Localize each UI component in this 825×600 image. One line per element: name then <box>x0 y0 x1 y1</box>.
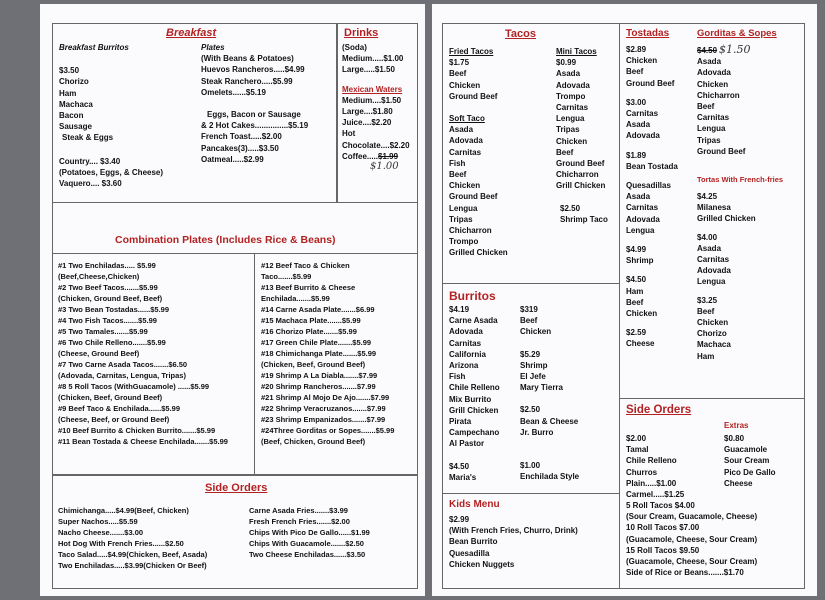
coffee-label: Coffee..... <box>342 151 379 161</box>
burrito-item: $2.50 <box>520 405 541 415</box>
menu-left-page <box>40 4 425 596</box>
side-order-item: Fresh French Fries.......$2.00 <box>249 517 350 526</box>
tacos-section <box>442 23 620 284</box>
soft-taco-item: Tripas <box>449 214 473 224</box>
breakfast-burritos-header: Breakfast Burritos <box>59 43 129 52</box>
gorditas-old-price: $4.50 <box>697 46 718 55</box>
fried-tacos-price: $1.75 <box>449 58 470 68</box>
tostada-item: Ham <box>626 286 644 296</box>
tostada-item: Lengua <box>626 225 655 235</box>
tostada-item: Ground Beef <box>626 78 675 88</box>
combination-item: #8 5 Roll Tacos (WithGuacamole) ......$5.99 <box>58 382 210 391</box>
side-order-item: Two Cheese Enchiladas......$3.50 <box>249 550 366 559</box>
side-order-item: Taco Salad.....$4.99(Chicken, Beef, Asada) <box>58 550 208 559</box>
combination-item: (Beef, Chicken, Ground Beef) <box>261 437 366 446</box>
tostadas-gorditas-tortas-section <box>619 23 805 399</box>
tostada-item: Adovada <box>626 131 660 141</box>
roll-taco-item: (Sour Cream, Guacamole, Cheese) <box>626 512 758 522</box>
tostada-item: Carnitas <box>626 109 659 119</box>
spacer <box>626 266 678 274</box>
combination-item: Enchilada.......$5.99 <box>261 294 330 303</box>
combination-item: #23 Shrimp Empanizados.......$7.99 <box>261 415 386 424</box>
tostada-item: $4.50 <box>626 275 647 285</box>
burrito-item: Campechano <box>449 428 500 438</box>
combination-column-1 <box>58 260 228 447</box>
torta-item: Carnitas <box>697 255 730 265</box>
combination-item: #21 Shrimp Al Mojo De Ajo.......$7.99 <box>261 393 390 402</box>
burrito-item: Al Pastor <box>449 439 485 449</box>
extra-item: Pico De Gallo <box>724 467 776 477</box>
breakfast-burritos-price: $3.50 <box>59 66 80 76</box>
combination-item: (Chicken, Beef, Ground Beef) <box>261 360 366 369</box>
burrito-item: Chicken <box>520 327 552 337</box>
tortas-items <box>697 191 756 362</box>
torta-item: Asada <box>697 243 722 253</box>
shrimp-taco: Shrimp Taco <box>560 214 608 224</box>
burrito-item: Beef <box>520 316 538 326</box>
torta-item: Adovada <box>697 266 731 276</box>
combination-item: #13 Beef Burrito & Cheese <box>261 283 356 292</box>
burrito-item: Mix Burrito <box>449 394 492 404</box>
spacer <box>697 288 756 295</box>
tostada-item: Asada <box>626 120 651 130</box>
combination-item: #24Three Gorditas or Sopes.......$5.99 <box>261 426 395 435</box>
combination-item: #7 Two Carne Asada Tacos.......$6.50 <box>58 360 188 369</box>
extra-item: $0.80 <box>724 434 745 443</box>
chocolate-item: Chocolate....$2.20 <box>342 140 410 150</box>
roll-taco-item: Side of Rice or Beans.......$1.70 <box>626 568 744 578</box>
gordita-item: Carnitas <box>697 113 730 123</box>
coffee-new-price: $1.00 <box>370 161 399 173</box>
combination-item: #12 Beef Taco & Chicken <box>261 261 350 270</box>
mini-tacos-header: Mini Tacos <box>556 47 597 56</box>
soft-taco-item: Beef <box>449 170 467 180</box>
side-order-item: Nacho Cheese.......$3.00 <box>58 528 144 537</box>
torta-item: Chorizo <box>697 329 727 339</box>
spacer <box>626 89 678 97</box>
breakfast-burrito-item: Bacon <box>59 111 84 121</box>
burrito-item: Adovada <box>449 327 483 337</box>
mini-taco-item: Tripas <box>556 125 580 135</box>
plates-note: (With Beans & Potatoes) <box>201 54 294 64</box>
extra-item: Cheese <box>724 478 753 488</box>
roll-taco-item: (Guacamole, Cheese, Sour Cream) <box>626 534 758 544</box>
combination-item: (Chicken, Beef, Ground Beef) <box>58 393 163 402</box>
combination-item: #2 Two Beef Tacos.......$5.99 <box>58 283 158 292</box>
side-order-item: Chimichanga.....$4.99(Beef, Chicken) <box>58 506 189 515</box>
torta-item: $4.00 <box>697 232 718 242</box>
plate-item: Eggs, Bacon or Sausage <box>207 110 301 120</box>
breakfast-burritos-column <box>59 42 163 189</box>
soft-taco-item: Chicharron <box>449 226 492 236</box>
roll-taco-item: 5 Roll Tacos $4.00 <box>626 501 695 510</box>
roll-taco-item: (Guacamole, Cheese, Sour Cream) <box>626 557 758 567</box>
tostada-item: $4.99 <box>626 245 647 255</box>
combination-title: Combination Plates (Includes Rice & Beans) <box>115 234 336 246</box>
spacer <box>520 393 579 404</box>
spacer <box>626 236 678 244</box>
combination-item: #20 Shrimp Rancheros.......$7.99 <box>261 382 376 391</box>
mini-taco-item: Adovada <box>556 80 590 90</box>
combination-item: #16 Chorizo Plate.......$5.99 <box>261 327 357 336</box>
shrimp-taco-price: $2.50 <box>560 203 581 213</box>
mini-taco-item: Chicken <box>556 136 588 146</box>
spacer <box>697 225 756 232</box>
burrito-item: Maria's <box>449 472 477 482</box>
plates-header: Plates <box>201 43 225 52</box>
soft-taco-item: Fish <box>449 158 466 168</box>
burrito-item: Enchilada Style <box>520 472 580 482</box>
water-item: Large....$1.80 <box>342 107 393 117</box>
breakfast-burrito-item: Steak & Eggs <box>62 133 114 143</box>
gordita-item: Adovada <box>697 68 731 78</box>
side-order-item: Chips With Pico De Gallo......$1.99 <box>249 528 370 537</box>
combination-item: (Cheese, Beef, or Ground Beef) <box>58 415 170 424</box>
gorditas-title: Gorditas & Sopes <box>697 28 777 39</box>
burrito-item: $4.19 <box>449 305 470 314</box>
burritos-column-2 <box>520 304 579 482</box>
mini-taco-item: Beef <box>556 147 574 157</box>
burrito-item: El Jefe <box>520 372 546 382</box>
spacer <box>626 142 678 150</box>
kids-menu-title: Kids Menu <box>449 499 500 510</box>
gordita-item: Ground Beef <box>697 146 746 156</box>
breakfast-section <box>52 23 337 203</box>
kids-menu-section <box>442 493 620 589</box>
water-item: Juice....$2.20 <box>342 118 392 128</box>
burrito-item: Jr. Burro <box>520 427 554 437</box>
combination-column-2 <box>261 260 394 447</box>
fried-taco-item: Chicken <box>449 80 481 90</box>
mini-taco-item: Asada <box>556 69 581 79</box>
spacer <box>520 338 579 349</box>
plate-item: French Toast.....$2.00 <box>201 132 282 142</box>
gordita-item: Chicken <box>697 79 729 89</box>
soft-taco-item: Carnitas <box>449 147 482 157</box>
mini-taco-item: Grill Chicken <box>556 181 606 191</box>
mini-taco-item: Trompo <box>556 91 586 101</box>
burrito-item: Mary Tierra <box>520 383 563 393</box>
combination-item: #22 Shrimp Veracruzanos.......$7.99 <box>261 404 386 413</box>
combination-item: #18 Chimichanga Plate.......$5.99 <box>261 349 377 358</box>
roll-taco-item: 10 Roll Tacos $7.00 <box>626 523 700 533</box>
side-order-item: Two Enchiladas.....$3.99(Chicken Or Beef) <box>58 561 207 570</box>
torta-item: Beef <box>697 306 715 316</box>
burritos-column-1 <box>449 304 500 483</box>
breakfast-burrito-item: Ham <box>59 88 77 98</box>
soft-taco-item: Chicken <box>449 181 481 191</box>
tostada-item: Asada <box>626 192 651 202</box>
burritos-section <box>442 283 620 494</box>
kids-menu-item: Chicken Nuggets <box>449 559 515 569</box>
kids-menu-item: (With French Fries, Churro, Drink) <box>449 526 578 536</box>
extra-item: Sour Cream <box>724 456 770 466</box>
combination-item: #14 Carne Asada Plate.......$6.99 <box>261 305 375 314</box>
side-orders-left-section <box>52 475 418 589</box>
soft-taco-item: Ground Beef <box>449 192 498 202</box>
plate-item: Omelets......$5.19 <box>201 87 266 97</box>
burrito-item: Arizona <box>449 361 479 371</box>
coffee-old-price: $1.99 <box>378 151 399 161</box>
soft-taco-item: Grilled Chicken <box>449 248 508 258</box>
menu-right-page <box>432 4 817 596</box>
side-order-item: $2.00 <box>626 434 647 443</box>
combination-item: #4 Two Fish Tacos.......$5.99 <box>58 316 157 325</box>
soda-item: Medium.....$1.00 <box>342 54 404 64</box>
soft-taco-item: Adovada <box>449 136 483 146</box>
torta-item: Grilled Chicken <box>697 214 756 224</box>
spacer <box>520 438 579 449</box>
combination-item: (Beef,Cheese,Chicken) <box>58 272 140 281</box>
breakfast-burrito-item: Sausage <box>59 122 92 132</box>
plate-item: Pancakes(3).....$3.50 <box>201 143 279 153</box>
burrito-item: Carnitas <box>449 338 482 348</box>
burrito-item: Bean & Cheese <box>520 416 579 426</box>
combination-column-divider <box>254 253 255 474</box>
side-order-item: Super Nachos.....$5.59 <box>58 517 138 526</box>
soft-taco-item: Lengua <box>449 203 478 213</box>
torta-item: Ham <box>697 351 715 361</box>
burrito-item: $4.50 <box>449 461 470 471</box>
extra-item: Guacamole <box>724 445 768 455</box>
breakfast-burrito-item: Machaca <box>59 99 93 109</box>
water-item: Medium....$1.50 <box>342 95 402 105</box>
tostada-item: $2.89 <box>626 45 647 54</box>
torta-item: Machaca <box>697 340 731 350</box>
torta-item: Milanesa <box>697 203 731 213</box>
tacos-column-1 <box>449 46 508 259</box>
side-order-item: Carne Asada Fries.......$3.99 <box>249 506 348 515</box>
torta-item: $3.25 <box>697 295 718 305</box>
combination-item: (Chicken, Ground Beef, Beef) <box>58 294 163 303</box>
soft-taco-header: Soft Taco <box>449 114 485 124</box>
mini-taco-item: Chicharron <box>556 170 599 180</box>
plate-item: Huevos Rancheros.....$4.99 <box>201 65 305 75</box>
gorditas-price <box>697 44 751 56</box>
side-orders-left-column-1 <box>58 505 207 571</box>
soda-item: Large.....$1.50 <box>342 65 395 75</box>
gorditas-new-price: $1.50 <box>719 43 751 56</box>
side-order-item: Tamal <box>626 445 649 455</box>
gordita-item: Lengua <box>697 124 726 134</box>
tostada-item: Carnitas <box>626 203 659 213</box>
country-burrito: Country.... $3.40 <box>59 156 121 166</box>
tostada-item: $1.89 <box>626 150 647 160</box>
plate-item: Oatmeal.....$2.99 <box>201 154 264 164</box>
fried-taco-item: Beef <box>449 69 467 79</box>
roll-tacos-items <box>626 500 757 578</box>
burrito-item: $1.00 <box>520 461 541 471</box>
tortas-title: Tortas With French-fries <box>697 175 784 184</box>
tostada-item: $2.59 <box>626 328 647 338</box>
burrito-item: Chile Relleno <box>449 383 500 393</box>
burrito-item: Pirata <box>449 417 472 427</box>
mini-taco-item: Carnitas <box>556 103 589 113</box>
tostada-item: Cheese <box>626 339 655 349</box>
spacer <box>449 450 500 461</box>
side-order-item: Carmel.....$1.25 <box>626 490 685 500</box>
country-burrito-note: (Potatoes, Eggs, & Cheese) <box>59 167 164 177</box>
combination-item: #15 Machaca Plate.......$5.99 <box>261 316 361 325</box>
kids-menu-item: $2.99 <box>449 515 470 524</box>
combination-item: Taco.......$5.99 <box>261 272 312 281</box>
combination-item: #6 Two Chile Relleno.......$5.99 <box>58 338 166 347</box>
soft-taco-item: Asada <box>449 125 474 135</box>
combination-section <box>52 202 418 475</box>
tostada-item: Beef <box>626 67 644 77</box>
gorditas-column <box>697 44 751 157</box>
combination-item: #10 Beef Burrito & Chicken Burrito.......$5.99 <box>58 426 216 435</box>
drinks-section <box>337 23 418 203</box>
extras-title: Extras <box>724 421 749 430</box>
torta-item: Chicken <box>697 318 729 328</box>
soda-label: (Soda) <box>342 43 367 52</box>
torta-item: Lengua <box>697 277 726 287</box>
kids-menu-items <box>449 514 578 570</box>
burritos-title: Burritos <box>449 289 496 303</box>
tostada-item: Chicken <box>626 56 658 66</box>
side-orders-right-section <box>619 398 805 589</box>
gordita-item: Asada <box>697 57 722 67</box>
side-orders-left-title: Side Orders <box>205 482 268 494</box>
tostadas-title: Tostadas <box>626 28 670 39</box>
combination-item: #1 Two Enchiladas..... $5.99 <box>58 261 156 270</box>
drinks-title: Drinks <box>344 27 379 39</box>
burrito-item: Grill Chicken <box>449 405 499 415</box>
combination-item: #17 Green Chile Plate.......$5.99 <box>261 338 372 347</box>
mexican-waters-title: Mexican Waters <box>342 84 403 94</box>
breakfast-plates-column <box>201 42 308 165</box>
combination-item: #11 Bean Tostada & Cheese Enchilada.......$5.99 <box>58 437 228 446</box>
tostada-item: Shrimp <box>626 256 654 266</box>
gordita-item: Beef <box>697 102 715 112</box>
combination-item: (Cheese, Ground Beef) <box>58 349 140 358</box>
tostadas-items <box>626 44 678 350</box>
roll-taco-item: 15 Roll Tacos $9.50 <box>626 545 700 555</box>
burrito-item: Shrimp <box>520 360 548 370</box>
tacos-column-2 <box>556 46 608 225</box>
side-order-item: Hot Dog With French Fries......$2.50 <box>58 539 184 548</box>
gordita-item: Chicharron <box>697 90 740 100</box>
side-order-item: Churros <box>626 467 658 477</box>
tacos-title: Tacos <box>505 28 536 40</box>
mini-taco-item: Lengua <box>556 114 585 124</box>
burrito-item: Carne Asada <box>449 316 498 326</box>
combination-item: #9 Beef Taco & Enchilada......$5.99 <box>58 404 180 413</box>
tostada-item: Chicken <box>626 309 658 319</box>
torta-item: $4.25 <box>697 192 718 201</box>
spacer <box>520 449 579 460</box>
kids-menu-item: Bean Burrito <box>449 537 498 547</box>
side-order-item: Plain.....$1.00 <box>626 478 677 488</box>
side-orders-left-column-2 <box>249 505 370 560</box>
burrito-item: Fish <box>449 372 466 382</box>
plate-item: & 2 Hot Cakes...............$5.19 <box>201 121 309 131</box>
tostada-item: Bean Tostada <box>626 161 678 171</box>
breakfast-burrito-item: Chorizo <box>59 77 89 87</box>
fried-tacos-header: Fried Tacos <box>449 47 494 56</box>
spacer <box>626 319 678 327</box>
tostada-item: $3.00 <box>626 97 647 107</box>
breakfast-title: Breakfast <box>166 27 217 39</box>
extras-items <box>724 433 776 489</box>
burrito-item: California <box>449 349 486 359</box>
kids-menu-item: Quesadilla <box>449 548 490 558</box>
side-order-item: Chile Relleno <box>626 456 677 466</box>
hot-label: Hot <box>342 129 356 139</box>
burrito-item: $319 <box>520 305 538 314</box>
tostada-item: Beef <box>626 297 644 307</box>
vaquero-burrito: Vaquero.... $3.60 <box>59 179 122 189</box>
mini-taco-item: Ground Beef <box>556 159 605 169</box>
combination-item: (Adovada, Carnitas, Lengua, Tripas) <box>58 371 186 380</box>
tostada-item: Adovada <box>626 214 660 224</box>
combination-item: #5 Two Tamales.......$5.99 <box>58 327 148 336</box>
side-orders-right-title: Side Orders <box>626 404 692 416</box>
side-orders-right-column <box>626 433 684 500</box>
soft-taco-item: Trompo <box>449 237 479 247</box>
combination-item: #3 Two Bean Tostadas......$5.99 <box>58 305 170 314</box>
gordita-item: Tripas <box>697 135 721 145</box>
mini-tacos-price: $0.99 <box>556 58 577 68</box>
tostada-item: Quesadillas <box>626 181 671 191</box>
plate-item: Steak Ranchero.....$5.99 <box>201 76 293 86</box>
fried-taco-item: Ground Beef <box>449 91 498 101</box>
combination-divider <box>53 253 417 254</box>
side-order-item: Chips With Guacamole.......$2.50 <box>249 539 364 548</box>
burrito-item: $5.29 <box>520 349 541 359</box>
combination-item: #19 Shrimp A La Diabla.......$7.99 <box>261 371 378 380</box>
spacer <box>626 172 678 180</box>
